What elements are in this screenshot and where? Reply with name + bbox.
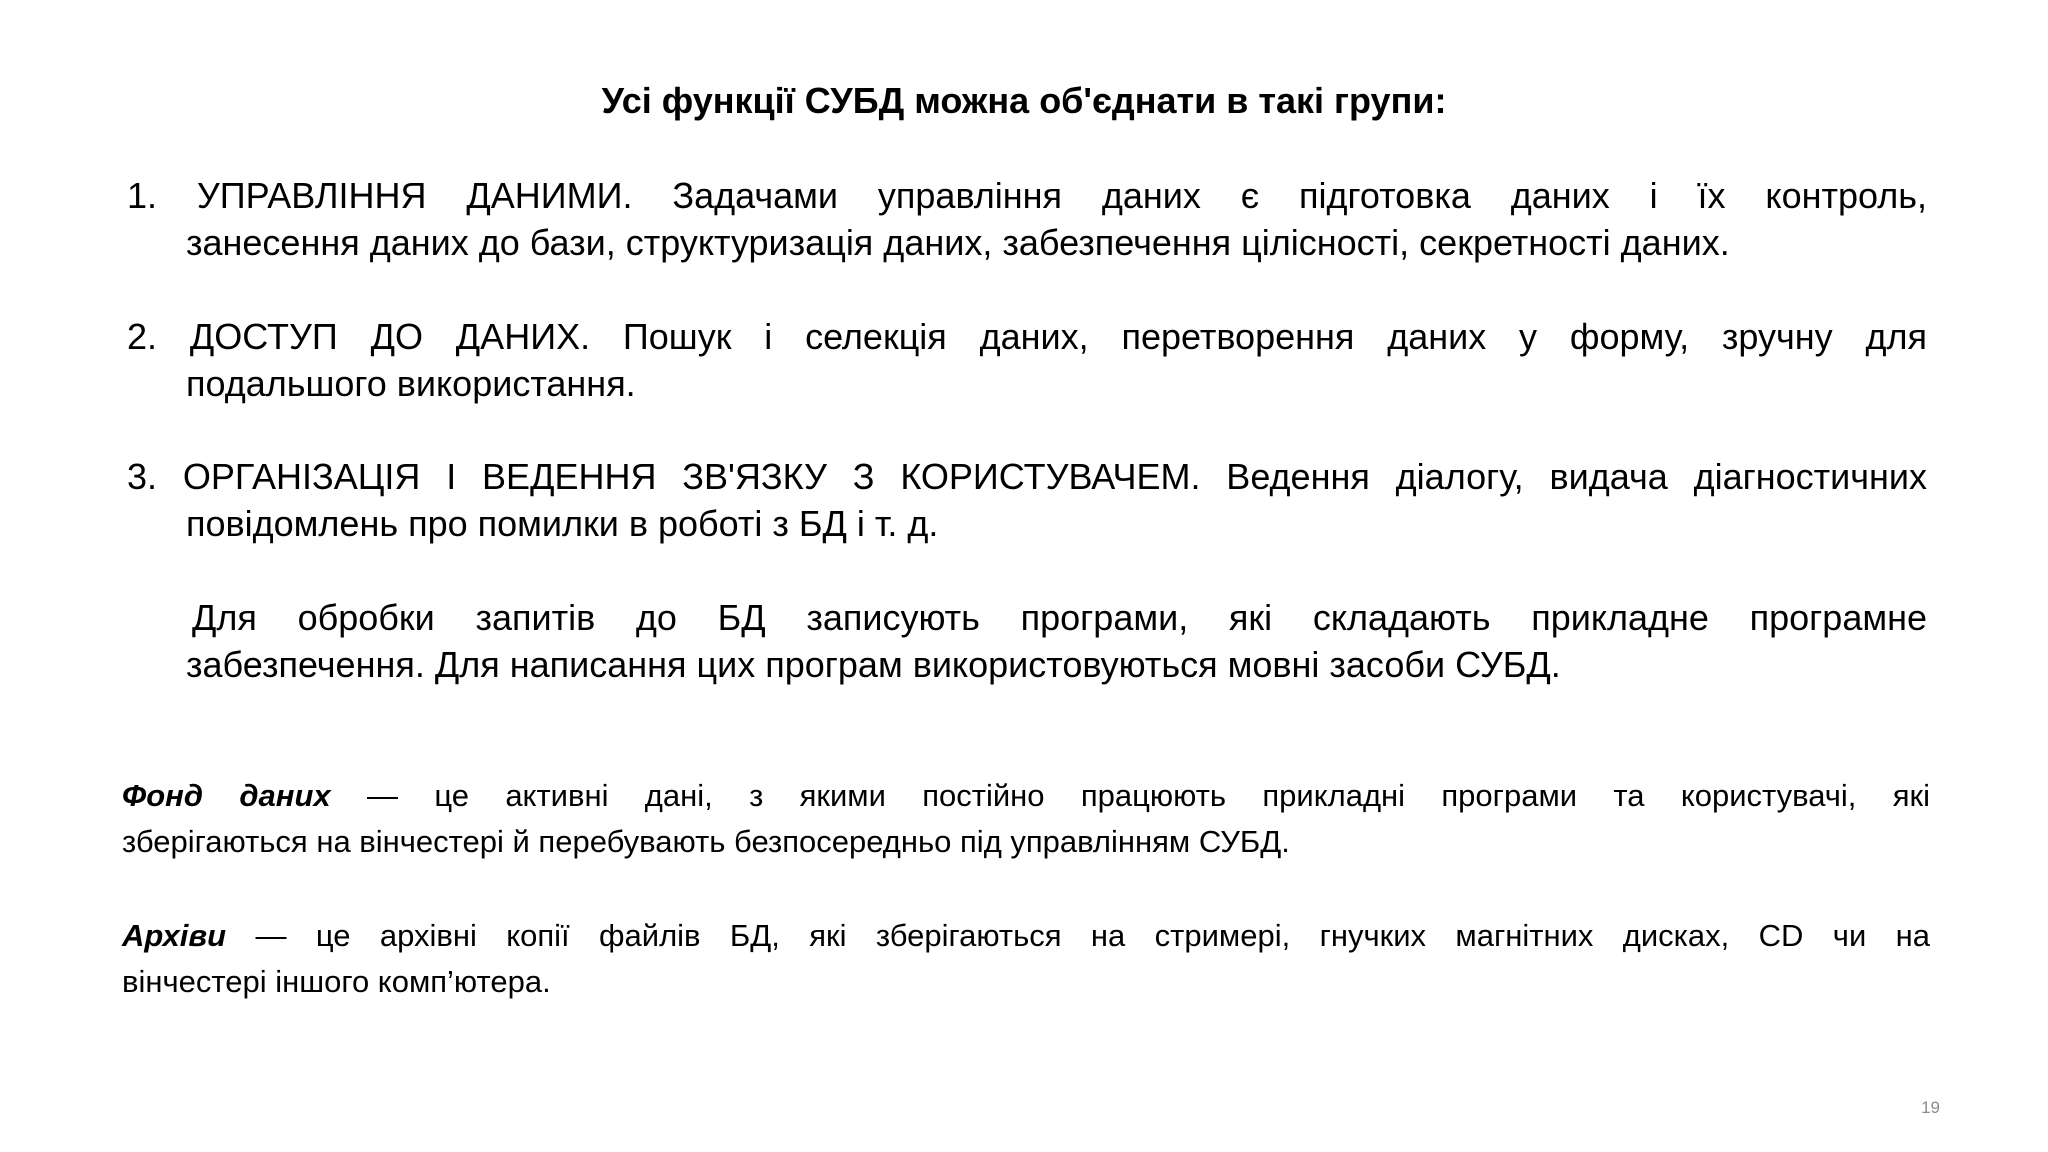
slide-title: Усі функції СУБД можна об'єднати в такі групи: [601, 80, 1447, 121]
definition-first-line [122, 773, 1930, 819]
definition-term: Архіви [122, 918, 227, 953]
list-item-data-access [127, 313, 1927, 407]
list-item-user-communication [127, 453, 1927, 547]
page-number: 19 [1921, 1098, 1940, 1117]
definition-text: — це архівні копії файлів БД, які зберігаються на стримері, гнучких магнітних дисках, CD чи на [226, 918, 1930, 953]
list-item-first-line: 2. ДОСТУП ДО ДАНИХ. Пошук і селекція даних, перетворення даних у форму, зручну для [127, 316, 1927, 357]
definition-first-line [122, 913, 1930, 959]
paragraph-continuation: забезпечення. Для написання цих програм використовуються мовні засоби СУБД. [186, 644, 1561, 685]
application-software-paragraph [186, 594, 1927, 688]
list-item-first-line: 3. ОРГАНІЗАЦІЯ І ВЕДЕННЯ ЗВ'ЯЗКУ З КОРИСТУВАЧЕМ. Ведення діалогу, видача діагностичних [127, 456, 1927, 497]
paragraph-first-line: Для обробки запитів до БД записують програми, які складають прикладне програмне [192, 597, 1927, 638]
list-item-continuation: повідомлень про помилки в роботі з БД і т. д. [186, 503, 939, 544]
definition-text: — це активні дані, з якими постійно працюють прикладні програми та користувачі, які [330, 778, 1930, 813]
list-item-continuation: занесення даних до бази, структуризація даних, забезпечення цілісності, секретності даних. [186, 222, 1730, 263]
definition-archives [122, 913, 1930, 1005]
definition-data-fund [122, 773, 1930, 865]
list-item-continuation: подальшого використання. [186, 363, 636, 404]
list-item-data-management [127, 172, 1927, 266]
definition-continuation: зберігаються на вінчестері й перебувають безпосередньо під управлінням СУБД. [122, 824, 1290, 859]
definition-continuation: вінчестері іншого комп’ютера. [122, 964, 551, 999]
list-item-first-line: 1. УПРАВЛІННЯ ДАНИМИ. Задачами управління даних є підготовка даних і їх контроль, [127, 175, 1927, 216]
definition-term: Фонд даних [122, 778, 331, 813]
